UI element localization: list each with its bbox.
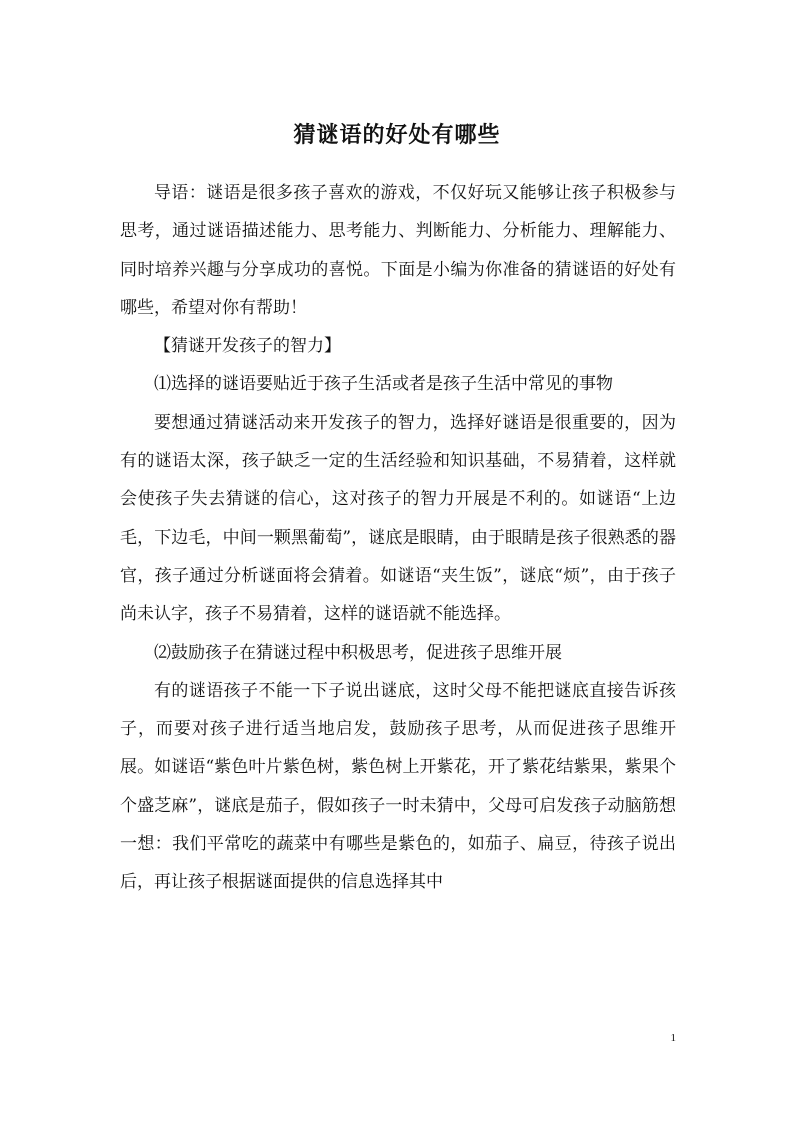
subheading-2: ⑵鼓励孩子在猜谜过程中积极思考，促进孩子思维开展 [154, 642, 562, 663]
body-paragraph-1: 要想通过猜谜活动来开发孩子的智力，选择好谜语是很重要的，因为有的谜语太深，孩子缺乏一定的生活经验和知识基础，不易猜着，这样就会使孩子失去猜谜的信心，这对孩子的智力开展是不利的。如谜语“上边毛，下边毛，中间一颗黑葡萄”，谜底是眼睛，由于眼睛是孩子很熟悉的器官，孩子通过分析谜面将会猜着。如谜语“夹生饭”，谜底“烦”，由于孩子尚未认字，孩子不易猜着，这样的谜语就不能选择。 [120, 412, 676, 625]
page-title: 猜谜语的好处有哪些 [293, 122, 501, 148]
document-body [120, 174, 676, 902]
intro-paragraph: 导语：谜语是很多孩子喜欢的游戏，不仅好玩又能够让孩子积极参与思考，通过谜语描述能力、思考能力、判断能力、分析能力、理解能力、同时培养兴趣与分享成功的喜悦。下面是小编为你准备的猜谜语的好处有哪些，希望对你有帮助！ [120, 183, 676, 318]
subheading-1: ⑴选择的谜语要贴近于孩子生活或者是孩子生活中常见的事物 [154, 374, 613, 395]
body-paragraph-2: 有的谜语孩子不能一下子说出谜底，这时父母不能把谜底直接告诉孩子，而要对孩子进行适当地启发，鼓励孩子思考，从而促进孩子思维开展。如谜语“紫色叶片紫色树，紫色树上开紫花，开了紫花结紫果，紫果个个盛芝麻”，谜底是茄子，假如孩子一时未猜中，父母可启发孩子动脑筋想一想：我们平常吃的蔬菜中有哪些是紫色的，如茄子、扁豆，待孩子说出后，再让孩子根据谜面提供的信息选择其中 [120, 680, 676, 893]
section-heading: 【猜谜开发孩子的智力】 [154, 336, 341, 357]
page-number: 1 [670, 1032, 676, 1044]
